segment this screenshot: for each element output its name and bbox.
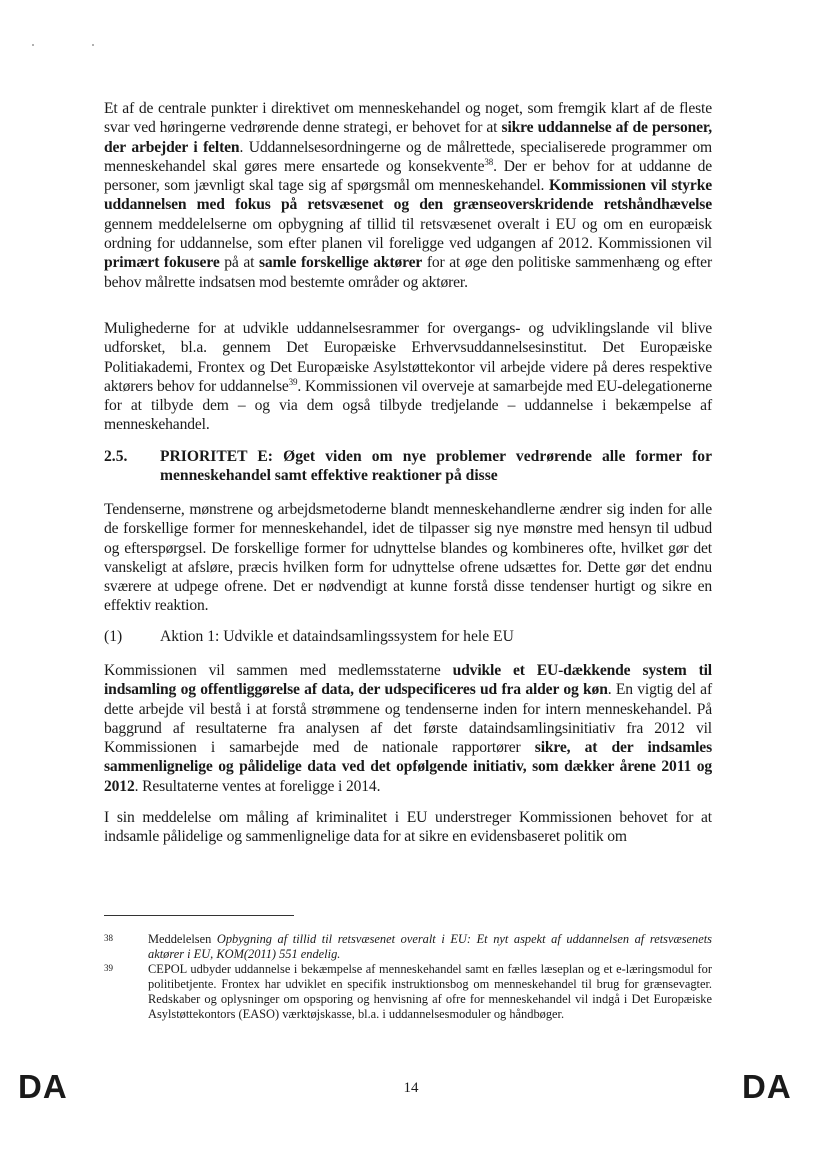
action-item bbox=[104, 627, 712, 646]
action-title: Aktion 1: Udvikle et dataindsamlingssystem for hele EU bbox=[160, 628, 514, 645]
paragraph-text bbox=[104, 808, 712, 847]
text-run: CEPOL udbyder uddannelse i bekæmpelse af menneskehandel samt en fælles læseplan og et e-læringsmodul for politibetjente. Frontex har udviklet en specifik instruktionsbog om menneskehandel til brug for grænsevagter. Redskaber og oplysninger om opsporing og henvisning af ofre for menneskehandel vil indgå i Det Europæiske Asylstøttekontors (EASO) værktøjskasse, bl.a. i uddannelsesmoduler og håndbøger. bbox=[148, 962, 712, 1021]
paragraph-text bbox=[104, 99, 712, 292]
text-run: Kommissionen vil sammen med medlemsstaterne bbox=[104, 662, 453, 679]
action-number: (1) bbox=[104, 628, 123, 645]
paragraph-trends bbox=[104, 500, 712, 616]
paragraph-crime-measurement bbox=[104, 808, 712, 847]
bold-text: primært fokusere bbox=[104, 254, 220, 272]
footnote-text bbox=[148, 932, 712, 962]
footnote-separator bbox=[104, 915, 294, 916]
text-run: I sin meddelelse om måling af kriminalitet i EU understreger Kommissionen behovet for at indsamle pålidelige og sammenlignelige data for at sikre en evidensbaseret politik om bbox=[104, 809, 712, 846]
footnote-38 bbox=[104, 932, 712, 962]
text-run: gennem meddelelserne om opbygning af tillid til retsvæsenet overalt i EU og om en europæisk ordning for uddannelse, som efter planen vil foreligge ved udgangen af 2012. Kommissionen vil bbox=[104, 215, 712, 253]
footnote-reference: 39 bbox=[288, 376, 298, 387]
bold-text: Kommissionen vil styrke uddannelsen med fokus på retsvæsenet og den grænseoverskridende retshåndhævelse bbox=[104, 177, 712, 214]
paragraph-data-collection bbox=[104, 661, 712, 796]
text-run: Et af de centrale punkter i direktivet om menneskehandel og noget, som fremgik klart af de fleste svar ved høringerne vedrørende denne strategi, er behovet for at bbox=[104, 100, 712, 137]
bold-text: samle forskellige aktører bbox=[258, 254, 423, 272]
text-run: . Resultaterne ventes at foreligge i 2014. bbox=[134, 777, 381, 795]
bold-text: sikre, at der indsamles sammenlignelige og pålidelige data ved det opfølgende initiativ, som dækker årene 2011 og 2012 bbox=[104, 739, 712, 795]
text-run: på at bbox=[219, 254, 259, 272]
language-code-right: DA bbox=[742, 1068, 792, 1105]
section-heading bbox=[104, 447, 712, 486]
bold-text: sikre uddannelse af de personer, der arbejder i felten bbox=[104, 119, 712, 156]
section-title: PRIORITET E: Øget viden om nye problemer vedrørende alle former for menneskehandel samt effektive reaktioner på disse bbox=[160, 448, 712, 485]
text-run: Mulighederne for at udvikle uddannelsesrammer for overgangs- og udviklingslande vil blive udforsket, bl.a. gennem Det Europæiske Erhvervsuddannelsesinstitut. Det Europæiske Politiakademi, Frontex og Det Europæiske Asylstøttekontor vil arbejde videre på deres respektive aktørers behov for uddannelse bbox=[104, 320, 712, 395]
scan-speck bbox=[32, 44, 34, 46]
paragraph-text bbox=[104, 661, 712, 796]
footnote-number: 38 bbox=[104, 933, 113, 943]
text-run: for at øge den politiske sammenhæng og efter behov målrette indsatsen mod bestemte områder og aktører. bbox=[104, 254, 712, 291]
footnote-reference: 38 bbox=[484, 156, 494, 167]
text-run: . En vigtig del af dette arbejde vil bestå i at forstå strømmene og tendenserne inden for intern menneskehandel. På baggrund af resultaterne fra analysen af det første dataindsamlingsinitiativ fra 2012 vil Kommissionen i samarbejde med de nationale rapportører bbox=[104, 681, 712, 757]
text-run: . Der er behov for at uddanne de personer, som jævnligt skal tage sig af spørgsmål om menneskehandel. bbox=[104, 157, 713, 195]
paragraph-training bbox=[104, 99, 712, 292]
page-number: 14 bbox=[403, 1080, 419, 1096]
paragraph-text bbox=[104, 319, 712, 435]
paragraph-text bbox=[104, 500, 712, 616]
text-run: . Kommissionen vil overveje at samarbejde med EU-delegationerne for at tilbyde dem – og via dem også tilbyde tredjelande – uddannelse i bekæmpelse af menneskehandel. bbox=[104, 377, 712, 434]
footnote-number: 39 bbox=[104, 963, 113, 973]
text-run: Meddelelsen bbox=[148, 932, 217, 946]
footnote-39 bbox=[104, 962, 712, 1022]
text-run: . Uddannelsesordningerne og de målrettede, specialiserede programmer om menneskehandel skal gøres mere ensartede og konsekvente bbox=[104, 138, 712, 175]
language-code-left: DA bbox=[18, 1068, 68, 1105]
paragraph-development-countries bbox=[104, 319, 712, 435]
footnote-text bbox=[148, 962, 712, 1022]
bold-text: udvikle et EU-dækkende system til indsamling og offentliggørelse af data, der udspecificeres ud fra alder og køn bbox=[104, 662, 712, 699]
italic-text: Opbygning af tillid til retsvæsenet overalt i EU: Et nyt aspekt af uddannelsen af retsvæsenets aktører i EU, KOM(2011) 551 endelig. bbox=[148, 932, 713, 961]
section-number: 2.5. bbox=[104, 448, 128, 465]
text-run: Tendenserne, mønstrene og arbejdsmetoderne blandt menneskehandlerne ændrer sig inden for alle de forskellige former for menneskehandel, idet de tilpasser sig nye mønstre med hensyn til udbud og efterspørgsel. De forskellige former for udnyttelse blandes og kombineres ofte, hvilket gør det vanskeligt at afsløre, præcis hvilken form for udnyttelse ofrene udsættes for. Dette gør det endnu sværere at udpege ofrene. Det er nødvendigt at kunne forstå disse tendenser hurtigt og sikre en effektiv reaktion. bbox=[104, 501, 712, 615]
scan-speck bbox=[92, 44, 94, 46]
